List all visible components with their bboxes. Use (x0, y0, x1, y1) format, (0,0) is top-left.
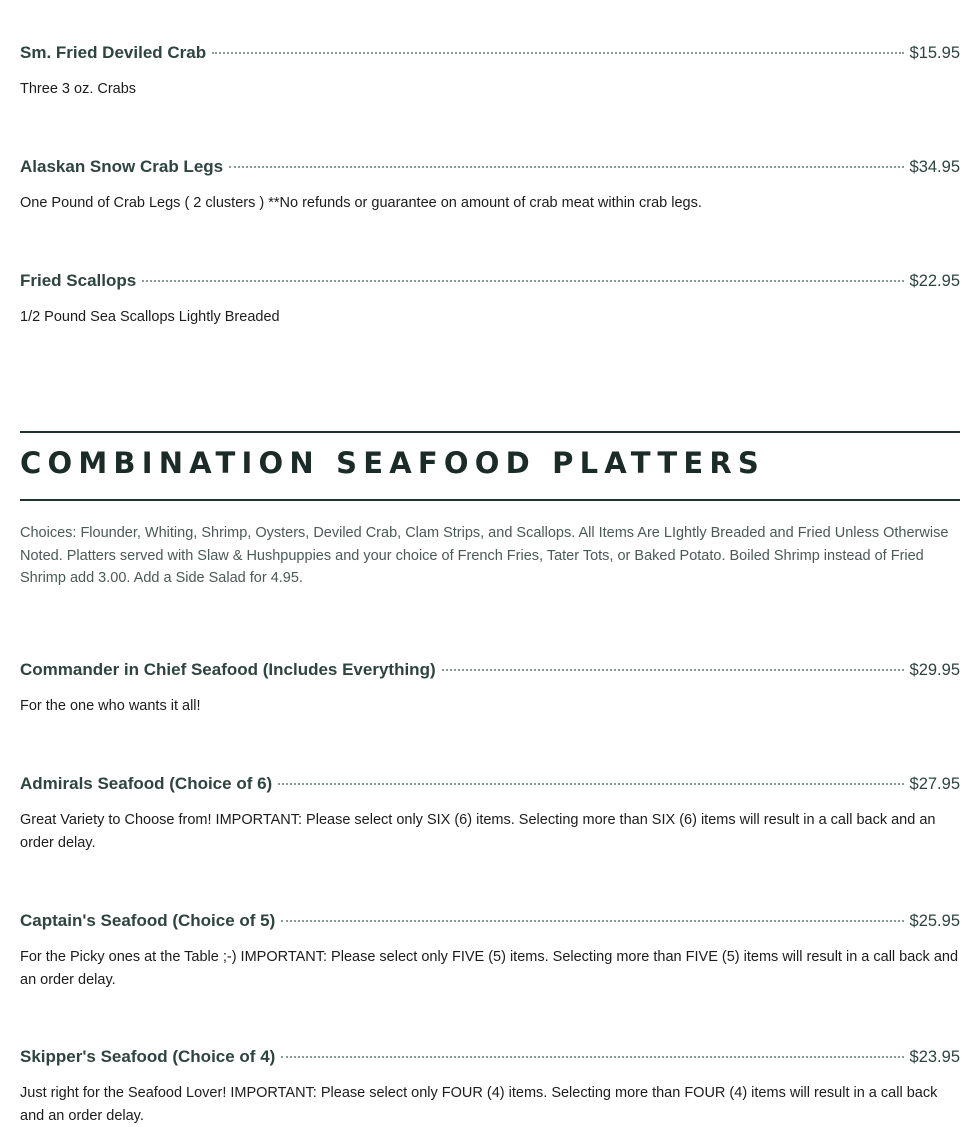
menu-item-price: $15.95 (909, 44, 960, 62)
menu-item-sm-fried-deviled-crab[interactable] (20, 43, 960, 101)
menu-item-name: Fried Scallops (20, 271, 137, 290)
menu-item-description: 1/2 Pound Sea Scallops Lightly Breaded (20, 309, 280, 325)
menu-item-name: Sm. Fried Deviled Crab (20, 43, 207, 62)
menu-item-skippers-seafood[interactable] (20, 1047, 960, 1127)
menu-item-name: Admirals Seafood (Choice of 6) (20, 774, 273, 793)
menu-item-description: For the one who wants it all! (20, 698, 201, 714)
dotted-leader (281, 1055, 903, 1058)
menu-item-price: $23.95 (909, 1048, 960, 1066)
menu-item-name: Skipper's Seafood (Choice of 4) (20, 1047, 276, 1066)
menu-item-alaskan-snow-crab-legs[interactable] (20, 157, 960, 215)
section-bottom-rule (20, 499, 960, 501)
dotted-leader (278, 782, 903, 785)
menu-item-price: $27.95 (909, 775, 960, 793)
dotted-leader (229, 165, 903, 168)
menu-item-header (20, 1047, 960, 1071)
menu-item-price: $29.95 (909, 661, 960, 679)
menu-item-price: $25.95 (909, 912, 960, 930)
menu-item-header (20, 157, 960, 181)
dotted-leader (442, 668, 904, 671)
menu-item-description: Three 3 oz. Crabs (20, 81, 137, 97)
menu-item-description: For the Picky ones at the Table ;-) IMPORTANT: Please select only FIVE (5) items. Selecting more than FIVE (5) items will result in a call back and an order delay. (20, 949, 959, 988)
menu-item-captains-seafood[interactable] (20, 911, 960, 991)
menu-item-commander-in-chief[interactable] (20, 660, 960, 718)
menu-item-description: Great Variety to Choose from! IMPORTANT: Please select only SIX (6) items. Selecting more than SIX (6) items will result in a call back and an order delay. (20, 812, 936, 851)
menu-item-header (20, 271, 960, 295)
menu-item-header (20, 43, 960, 67)
section-description: Choices: Flounder, Whiting, Shrimp, Oysters, Deviled Crab, Clam Strips, and Scallops. All Items Are LIghtly Breaded and Fried Unless Otherwise Noted. Platters served with Slaw & Hushpuppies and your choice of French Fries, Tater Tots, or Baked Potato. Boiled Shrimp instead of Fried Shrimp add 3.00. Add a Side Salad for 4.95. (20, 525, 949, 586)
menu-item-price: $22.95 (909, 272, 960, 290)
menu-item-header (20, 660, 960, 684)
dotted-leader (142, 279, 903, 282)
menu-item-admirals-seafood[interactable] (20, 774, 960, 854)
section-title: COMBINATION SEAFOOD PLATTERS (20, 446, 765, 480)
menu-item-name: Captain's Seafood (Choice of 5) (20, 911, 276, 930)
menu-item-header (20, 911, 960, 935)
menu-item-description: Just right for the Seafood Lover! IMPORTANT: Please select only FOUR (4) items. Selecting more than FOUR (4) items will result in a call back and an order delay. (20, 1085, 938, 1124)
dotted-leader (212, 51, 903, 54)
menu-item-description: One Pound of Crab Legs ( 2 clusters ) **No refunds or guarantee on amount of crab meat within crab legs. (20, 195, 702, 211)
dotted-leader (281, 919, 903, 922)
menu-item-name: Commander in Chief Seafood (Includes Everything) (20, 660, 436, 679)
section-top-rule (20, 431, 960, 433)
menu-item-fried-scallops[interactable] (20, 271, 960, 329)
menu-item-header (20, 774, 960, 798)
menu-item-price: $34.95 (909, 158, 960, 176)
menu-item-name: Alaskan Snow Crab Legs (20, 157, 224, 176)
